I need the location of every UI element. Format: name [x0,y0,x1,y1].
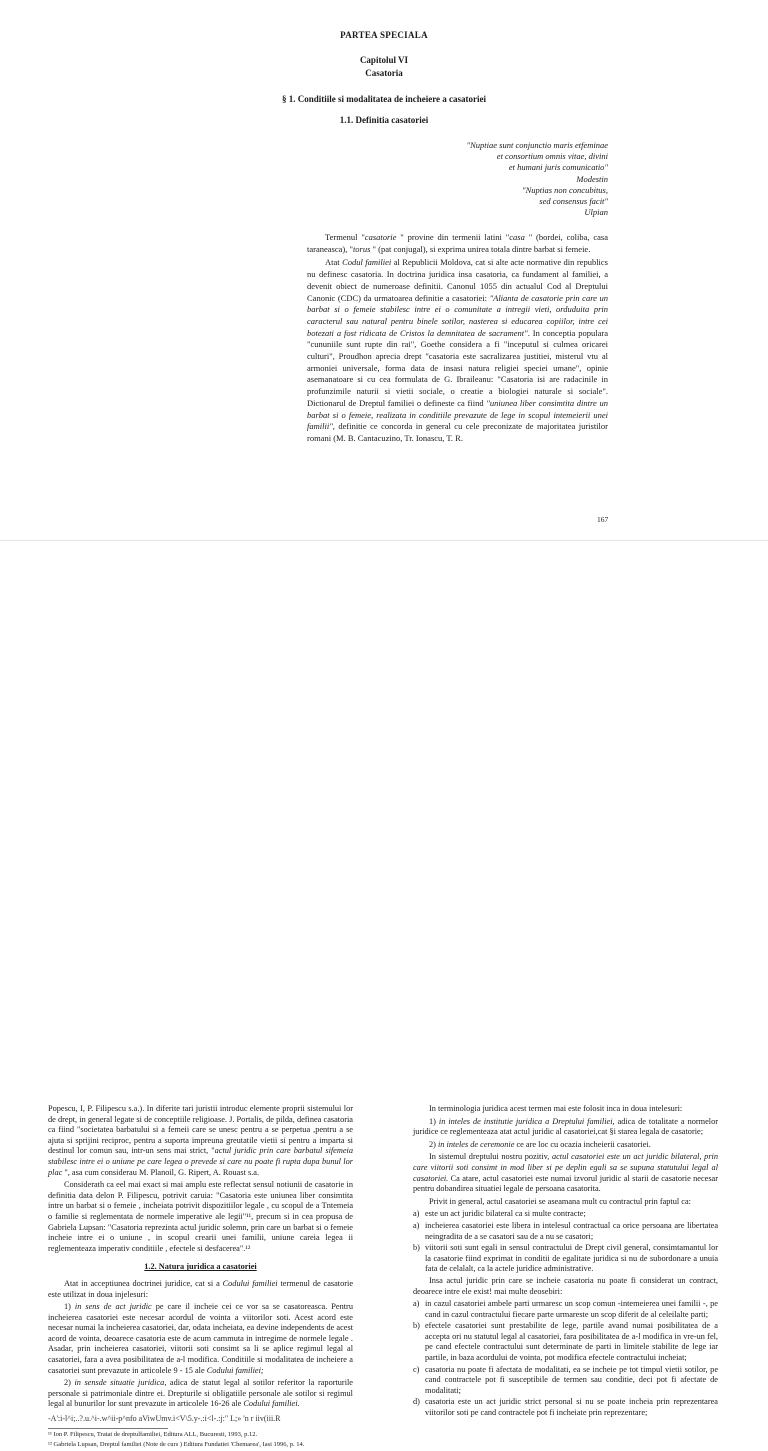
epigraph-line: et humani juris comunicatio" [508,162,608,173]
chapter-number: Capitolul VI [359,55,409,65]
paragraph: Popescu, I, P. Filipescu s.a.). In diferite tari juristii introduc elemente proprii sistemului lor de drept, in general legate si de conceptiile religioase. J. Portalis, de pilda, definea casatoria ca fiind "societatea barbatului si a femeii care se unesc pentru a se perpetua ,pentru a se ajuta si sprijini reciproc, pentru a suporta impreuna greutatile vietii si pentru a imparta si destinul lor comun sau, intr-un sens mai strict, "actul juridic prin care barbatul sifemeia stabilesc intre ei o uniune pe care legea o prevede si care nu poate fi rupta dupa bunul lor plac ", asa cum considerau M. Planoil, G. Ripert, A. Rouast s.a. [48,1104,353,1177]
list-item: a) incheierea casatoriei este libera in intelesul contractual ca orice persoana are libertatea neingradita de a se casatori sau de a nu se casatori; [413,1220,718,1241]
paragraph: 1) in inteles de institutie juridica a Dreptului familiei, adica de totalitate a normelor juridice ce reglementeaza atat actul juridic al casatoriei,cat §i starea legala de casatorie; [413,1116,718,1137]
right-column [413,1104,718,1420]
page-168-169 [0,540,768,1448]
epigraph [348,140,608,218]
paragraph: In terminologia juridica acest termen mai este folosit inca in doua intelesuri: [429,1104,683,1113]
page-number: 167 [597,515,609,524]
list-item: d) casatoria este un act juridic strict personal si nu se poate incheia prin reprezentarea viitorilor soti pe cand contractele pot fi incheiate prin reprezentare; [413,1397,718,1418]
list-item: b) efectele casatoriei sunt prestabilite de lege, partile avand numai posibilitatea de a accepta ori nu statutul legal al casatoriei, fara posibilitatea de a-l modifica in vre-un fel, pe cand efectele contractului sunt determinate de parti in limitele stabilite de lege iar partile, in baza acordului de vointa, pot modifica efectele contractului incheiat; [413,1321,718,1363]
paragraph: Considerath ca eel mai exact si mai amplu este reflectat sensul notiunii de casatorie in definitia data delon P. Filipescu, potrivit caruia: "Casatoria este uniunea liber consimtita intre un barbat si o femeie , incheiata potrivit dispozitiilor legale , cu scopul de a Tntemeia o familie si reglementata de normele imperative ale legii"¹¹, precum si in cea propusa de Gabriela Lupsan: "Casatoria reprezinta actul juridic solemn, prin care un barbat si o femeie incheie intre ei o uniune , in scopul crearii unei familii, uniune careia legea ii reglementeaza imperativ conditiile , efectele si desfacerea".¹² [48,1180,353,1253]
left-column [48,1104,353,1451]
paragraph: Atat Codul familiei al Republicii Moldova, cat si alte acte normative din republics nu definesc casatoria. In doctrina juridica insa casatoria, ca fundament al familiei, a devenit obiect de numeroase definitii. Canonul 1055 din actualul Cod al Dreptului Canonic (CDC) da urmatoarea definitie a casatoriei: "Alianta de casatorie prin care un barbat si o femeie stabilesc intre ei o comunitate a intregii vieti, orduduita prin caracterul sau natural pentru binele sotilor, nasterea si educarea copiilor, intre cei botezati a fost ridicata de Cristos la demnitatea de sacrament". In conceptia populara "cununiile sunt rupte din rai", Goethe considera a fi "inceputul si culmea oricarei culturi", Proudhon aprecia drept "casatoria este sacralizarea justitiei, misterul vtu al armoniei universale, forma data de insasi natura religiei speciei umane", opinie asemanatoare si cu cea formulata de G. Ibraileanu: "Casatoria isi are radacinile in profunzimile naturii si vietii sociale, o creatie a biologiei naturale si sociale". Dictionarul de Dreptul familiei o defineste ca fiind "uniunea liber consimtita dintre un barbat si o femeie, realizata in conditiile prevazute de lege in scopul intemeierii unei familii", definitie ce concorda in general cu cele preconizate de majoritatea juristilor romani (M. B. Cantacuzino, Tr. Ionascu, T. R. [307,257,609,443]
epigraph-author: Modestin [576,173,608,184]
footnote: ¹¹ Ion P. Filipescu, Tratat de dreptulfamiliei, Editura ALL, Bucuresti, 1993, p.12. [48,1430,258,1438]
list-item: b) viitorii soti sunt egali in sensul contractului de Drept civil general, consimtamantul lor la casatorie fiind exprimat in conditii de egalitate juridica si nu de subordonare a unuia fata de celalalt, ca la actele juridice administrative. [413,1243,718,1274]
subsection-heading: 1.2. Natura juridica a casatoriei [144,1262,257,1272]
epigraph-author: Ulpian [584,207,608,218]
paragraph: 1) in sens de act juridic pe care il incheie cei ce vor sa se casatoreasca. Pentru incheierea casatoriei este necesar acordul de vointa a viitorilor soti. Acest acord este necesar numai la incheierea casatoriei, dar, odata incheiata, ea devine independents de acest acord de vointa, deoarece casatoria este de acum cammuta in intregime de normele legale . Asadar, prin incheierea casatoriei, viitorii soti consimt sa li se aplice regimul legal al casatoriei, fara a avea posibilitatea de a-l modifica. Conditiile si modalitatea de incheiere a casatoriei sunt prevazute in articolele 9 - 15 ale Codului familiei; [48,1302,353,1375]
page-167 [0,0,768,540]
paragraph: 2) in inteles de ceremonie ce are loc cu ocazia incheierii casatoriei. [429,1139,651,1149]
epigraph-line: sed consensus facit" [539,196,608,207]
epigraph-line: "Nuptiae sunt conjunctio maris etfeminae [466,140,608,150]
footnote: ¹² Gabriela Lupsan, Dreptul familiei (Note de curs ) Editura Fundatiei 'Chemarea', Iasi 1996, p. 14. [48,1440,305,1448]
paragraph: Termenul "casatorie " provine din termenii latini "casa " (bordei, coliba, casa taraneasca), "torus " (pat conjugal), si exprima unirea totala dintre barbat si femeie. [307,232,608,254]
epigraph-line: "Nuptias non concubitus, [522,184,608,195]
section-title: § 1. Conditiile si modalitatea de incheiere a casatoriei [281,94,487,104]
chapter-title: Casatoria [365,68,403,78]
definition-body [307,232,608,447]
ocr-noise-line: -A':i-l^i;..?.u.^i-.w^ii-p^nfo aViwUmv.i<V\5.y-.:i<l-.:j:" L;» 'n r iiv(iii.R [48,1414,281,1424]
paragraph: In sistemul dreptului nostru pozitiv, actul casatoriei este un act juridic bilateral, prin care viitorii soti consimt in mod liber si pe deplin egali sa se supuna statutului legal al casatoriei. Ca atare, actul casatoriei este numai izvorul juridic al starii de casatorie necesar pentru dobandirea situatiei legale de persoana casatorita. [413,1152,719,1194]
paragraph: Privit in general, actul casatoriei se aseamana mult cu contractul prin faptul ca: [429,1196,691,1206]
list-item: a) in cazul casatoriei ambele parti urmaresc un scop comun -intemeierea unei familii -, pe cand in cazul contractului fiecare parte urmareste un scop diferit de al celeilalte parti; [413,1299,718,1319]
list-item: a) este un act juridic bilateral ca si multe contracte; [413,1209,586,1219]
list-item: c) casatoria nu poate fi afectata de modalitati, ea se incheie pe tot timpul vietii sotilor, pe cand contractele pot fi susceptibile de termen sau conditie, deci pot fi afectate de modalitati; [413,1364,718,1395]
paragraph: Insa actul juridic prin care se incheie casatoria nu poate fi considerat un contract, deoarece intre ele exist! mai multe deosebiri: [413,1275,718,1296]
differences-list [413,1299,718,1419]
subsection-title: 1.1. Definitia casatoriei [339,115,429,125]
epigraph-line: et consortium omnis vitae, divini [496,151,608,162]
paragraph: Atat in acceptiunea doctrinei juridice, cat si a Codului familiei termenul de casatorie este utilizat in doua injelesuri: [48,1278,353,1299]
part-title: PARTEA SPECIALA [340,30,428,40]
similarities-list [413,1209,718,1275]
paragraph: 2) in sensde situatie juridica, adica de statut legal al sotilor referitor la raporturile personale si patrimoniale dintre ei. Drepturile si obligatiile personale ale sotilor si regimul legal al bunurilor lor sunt prevazute in articolele 16-26 ale Codului familiei. [48,1378,353,1409]
